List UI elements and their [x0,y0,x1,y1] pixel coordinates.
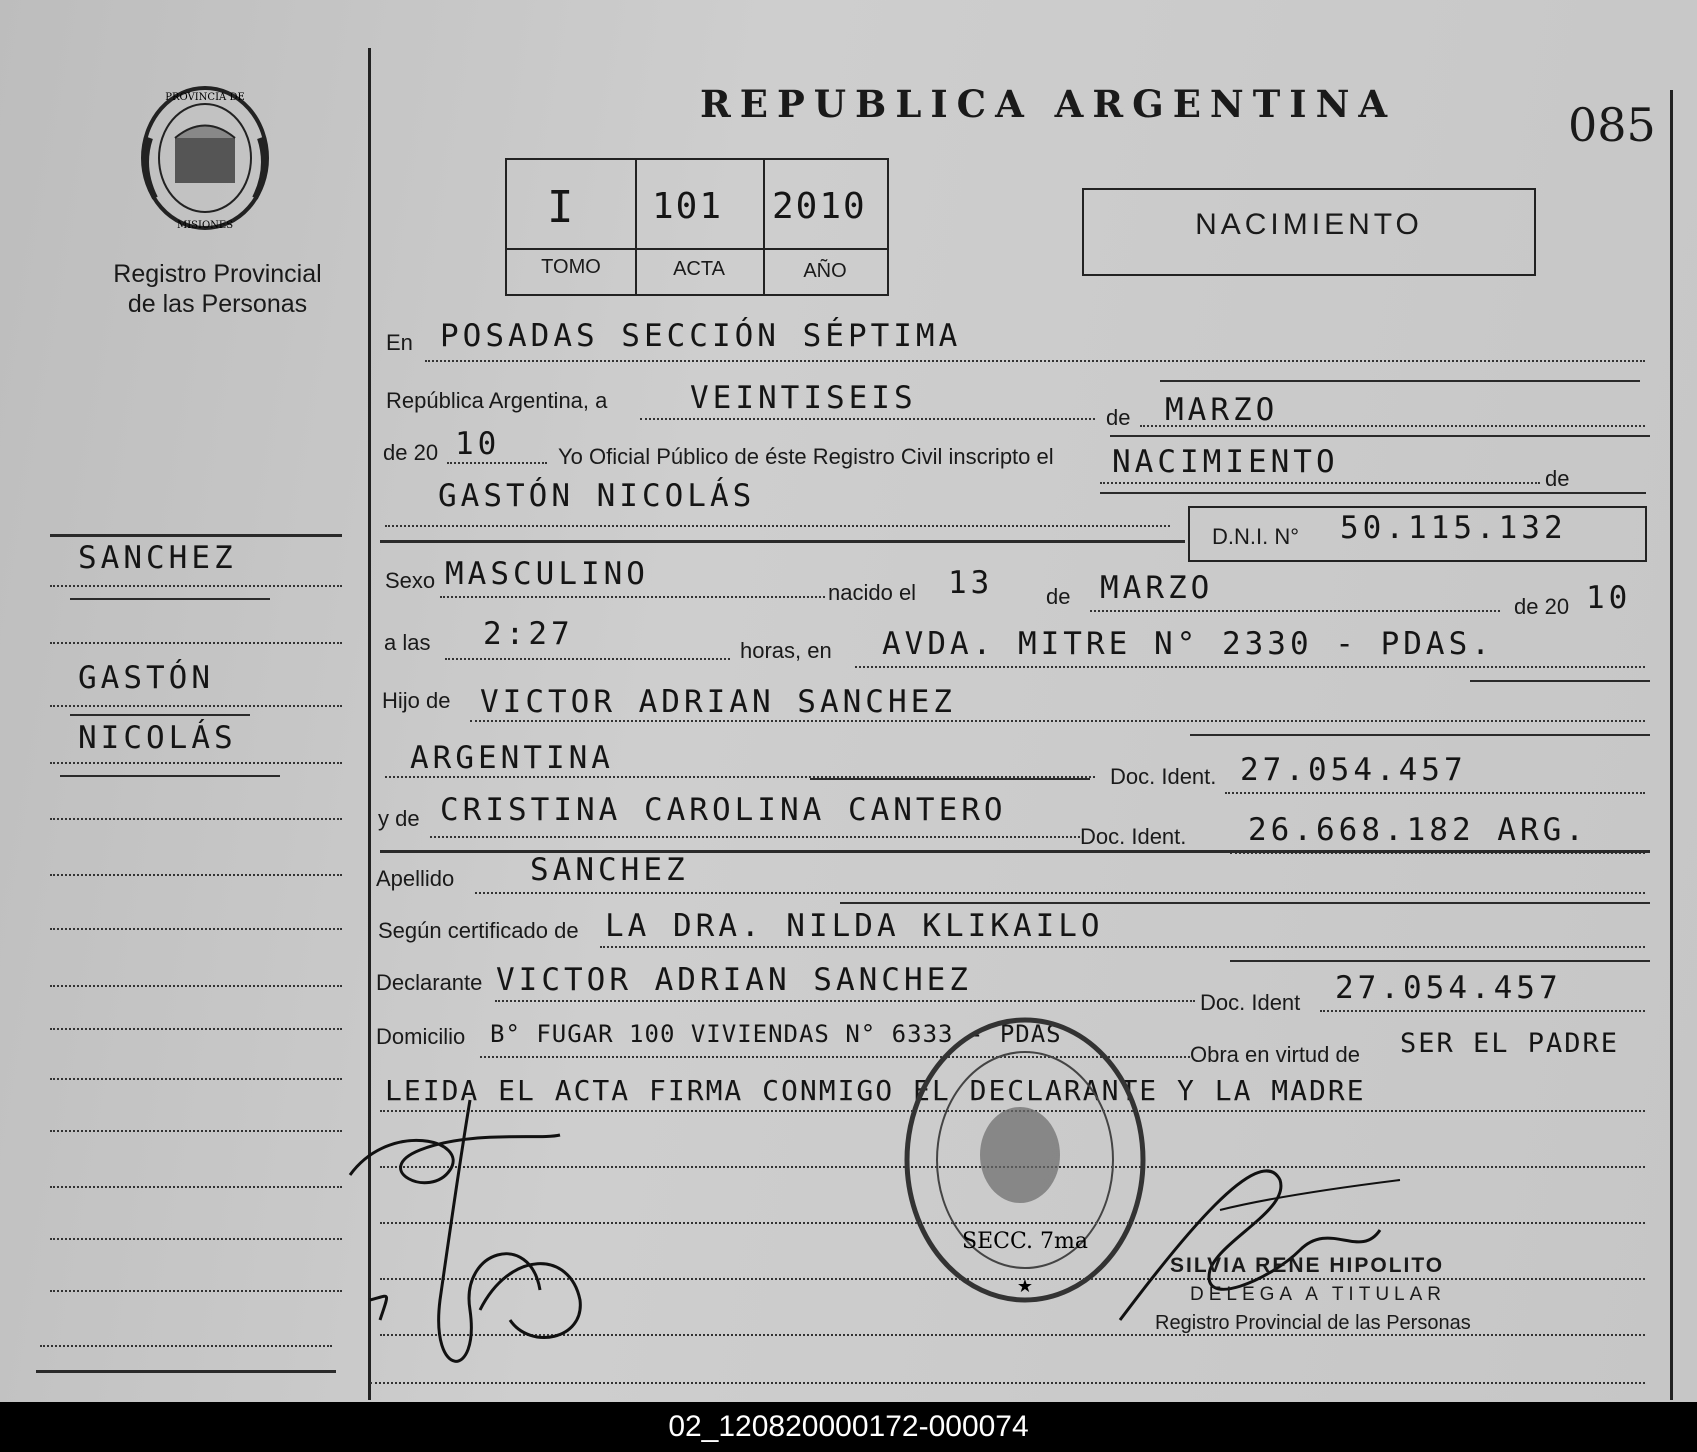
dots-en [425,360,1645,362]
value-apellido: SANCHEZ [530,852,689,888]
value-mes-nac: MARZO [1100,570,1214,606]
dots-padre [470,720,1645,722]
margin-dots-12 [50,1186,342,1188]
label-yde: y de [378,806,420,831]
label-nacido: nacido el [828,580,917,605]
label-dni: D.N.I. N° [1212,524,1300,549]
official-name: SILVIA RENE HIPOLITO [1170,1254,1445,1277]
label-apellido: Apellido [376,866,455,891]
margin-dots-1 [50,585,342,587]
dots-nombre [385,525,1170,527]
dots-certificado [600,946,1645,948]
dots-sexo [440,596,825,598]
label-doc-ident-3: Doc. Ident [1200,990,1301,1015]
value-mes: MARZO [1165,392,1279,428]
value-nombre: GASTÓN NICOLÁS [438,478,756,514]
label-sexo: Sexo [385,568,436,593]
label-domicilio: Domicilio [376,1024,466,1049]
margin-underline-2 [70,714,250,716]
label-doc-ident-2: Doc. Ident. [1080,824,1187,849]
acta-label: ACTA [673,258,725,280]
official-office: Registro Provincial de las Personas [1155,1312,1471,1334]
right-border [1670,90,1673,1400]
dots-madre [430,836,1080,838]
dots-declarante [495,1000,1195,1002]
dots-declarante-doc [1320,1010,1645,1012]
registry-name-line1: Registro Provincial [113,260,322,288]
dots-anio [447,462,547,464]
margin-dots-13 [50,1238,342,1240]
register-box [505,158,889,296]
value-inscripcion: NACIMIENTO [1112,444,1339,480]
label-inscripto: Yo Oficial Público de éste Registro Civil inscripto el [558,444,1054,469]
value-declarante-doc: 27.054.457 [1335,970,1562,1006]
dots-apellido [475,892,1645,894]
label-en: En [386,330,413,355]
provincial-seal-icon [130,78,280,238]
margin-rule-top [50,534,342,537]
declarant-signature-icon [330,1080,620,1400]
dni-box [1188,506,1647,562]
margin-underline-3 [60,775,280,777]
value-anio-sufijo: 10 [455,426,501,462]
label-obra: Obra en virtud de [1190,1042,1360,1067]
value-hora: 2:27 [483,616,574,652]
margin-surname: SANCHEZ [78,540,237,576]
value-declarante: VICTOR ADRIAN SANCHEZ [496,962,972,998]
tomo-label: TOMO [541,256,601,278]
scan-caption: 02_120820000172-000074 [0,1402,1697,1452]
rule-padre-nac [810,778,1090,780]
value-dni: 50.115.132 [1340,510,1567,546]
label-declarante: Declarante [376,970,483,995]
margin-dots-7 [50,928,342,930]
label-alas: a las [384,630,431,655]
margin-rule-bottom [36,1370,336,1373]
rule-en [1160,380,1640,382]
acta-value: 101 [652,186,724,227]
label-republica: República Argentina, a [386,388,608,413]
value-sexo: MASCULINO [445,556,649,592]
value-nota: LEIDA EL ACTA FIRMA CONMIGO EL DECLARANTE Y LA MADRE [385,1074,1366,1107]
dots-dia [640,418,1095,420]
margin-dots-3 [50,705,342,707]
dots-lugar-nac [855,666,1645,668]
margin-dots-5 [50,818,342,820]
margin-underline-1 [70,598,270,600]
rule-padre [1190,734,1650,736]
rule-nombre [380,540,1185,543]
value-padre: VICTOR ADRIAN SANCHEZ [480,684,956,720]
rule-apellido [840,902,1650,904]
register-hline [507,248,887,250]
value-obra: SER EL PADRE [1400,1028,1620,1059]
label-de-end: de [1545,466,1570,491]
value-dia-letras: VEINTISEIS [690,380,917,416]
value-domicilio: B° FUGAR 100 VIVIENDAS N° 6333 - PDAS [490,1020,1062,1048]
margin-dots-15 [40,1345,332,1347]
svg-text:MISIONES: MISIONES [176,220,234,231]
margin-dots-9 [50,1028,342,1030]
rule-lugar-nac [1470,680,1650,682]
anio-value: 2010 [772,186,867,227]
margin-dots-4 [50,762,342,764]
label-segun: Según certificado de [378,918,579,943]
anio-label: AÑO [803,260,847,282]
value-madre-doc: 26.668.182 ARG. [1248,812,1588,848]
dots-padre-doc [1225,792,1645,794]
registry-name-line2: de las Personas [127,290,308,318]
act-type: NACIMIENTO [1195,208,1423,241]
label-de20b: de 20 [1514,594,1570,619]
rule-certificado [1230,960,1650,962]
tomo-value: I [547,182,578,233]
margin-first-name: GASTÓN [78,660,214,696]
margin-dots-14 [50,1290,342,1292]
act-type-box [1082,188,1536,276]
value-lugar: POSADAS SECCIÓN SÉPTIMA [440,318,962,354]
svg-text:PROVINCIA DE: PROVINCIA DE [165,92,245,103]
label-hijo: Hijo de [382,688,451,713]
margin-middle-name: NICOLÁS [78,720,237,756]
value-padre-doc: 27.054.457 [1240,752,1467,788]
dots-mes-nac [1090,610,1500,612]
stamp-star-icon: ★ [1016,1276,1034,1296]
margin-dots-10 [50,1078,342,1080]
country-title: REPUBLICA ARGENTINA [700,82,1397,126]
label-de-mes: de [1046,584,1071,609]
label-de20: de 20 [383,440,439,465]
value-dia-nac: 13 [948,565,994,601]
label-de-1: de [1106,405,1131,430]
value-lugar-nac: AVDA. MITRE N° 2330 - PDAS. [882,626,1494,662]
value-certificado: LA DRA. NILDA KLIKAILO [605,908,1104,944]
value-madre: CRISTINA CAROLINA CANTERO [440,792,1007,828]
dots-inscripcion [1100,482,1540,484]
official-title: DELEGA A TITULAR [1190,1284,1447,1305]
svg-text:SECC. 7ma: SECC. 7ma [962,1229,1088,1254]
label-horas: horas, en [740,638,832,663]
label-doc-ident: Doc. Ident. [1110,764,1217,789]
margin-dots-6 [50,874,342,876]
dots-hora [445,658,730,660]
value-padre-nac: ARGENTINA [410,740,614,776]
rule-republica [1110,435,1650,437]
margin-dots-11 [50,1130,342,1132]
value-anio-nac: 10 [1586,580,1632,616]
margin-dots-8 [50,985,342,987]
folio-number: 085 [1568,98,1656,152]
margin-dots-2 [50,642,342,644]
rule-inscripto [1100,492,1646,494]
